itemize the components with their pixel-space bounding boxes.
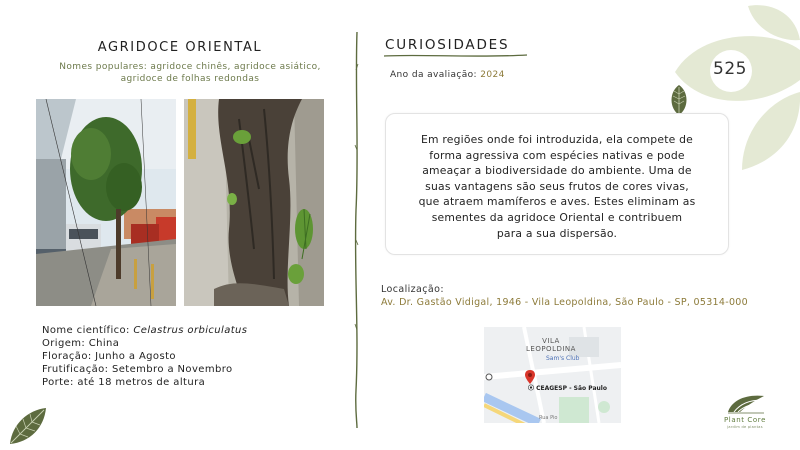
curiosities-card <box>385 113 729 255</box>
curiosity-line: Em regiões onde foi introduzida, ela compete de <box>420 133 694 146</box>
map-street: Rua Pio <box>539 415 558 421</box>
evaluation-year-value: 2024 <box>480 70 505 80</box>
map-poi-main-label: CEAGESP - São Paulo <box>536 385 607 392</box>
small-leaf-icon <box>668 84 690 116</box>
map-poi-club: Sam's Club <box>546 355 580 362</box>
map-district <box>526 337 576 353</box>
evaluation-year <box>390 70 505 80</box>
brand-logo-icon <box>726 392 766 414</box>
map-poi-main: ⦿ CEAGESP - São Paulo <box>528 385 607 392</box>
popular-names <box>40 61 340 85</box>
curiosities-text <box>396 132 718 241</box>
brand-name: Plant Core <box>723 416 767 424</box>
title-underline <box>383 53 528 59</box>
photo-tree-trunk <box>184 99 324 306</box>
plant-number-badge: 525 <box>713 59 747 79</box>
photo-street-tree <box>36 99 176 306</box>
curiosity-line: suas vantagens são seus frutos de cores vivas, <box>425 179 689 193</box>
plant-title: AGRIDOCE ORIENTAL <box>97 40 263 55</box>
popular-names-line-2: agridoce de folhas redondas <box>120 74 260 84</box>
location-address: Av. Dr. Gastão Vidigal, 1946 - Vila Leopoldina, São Paulo - SP, 05314-000 <box>381 297 748 308</box>
plant-details <box>42 324 247 389</box>
scientific-name-row <box>42 324 247 337</box>
origin-row: Origem: China <box>42 338 120 349</box>
map-district-line-2: LEOPOLDINA <box>526 345 576 353</box>
corner-leaf-icon <box>6 406 48 446</box>
scientific-name-label: Nome científico: <box>42 325 130 336</box>
map-pin-icon <box>525 370 535 384</box>
curiosity-line: que atraem mamíferos e aves. Estes eliminam as <box>418 195 696 209</box>
location-label: Localização: <box>381 284 444 295</box>
curiosity-line: para a sua dispersão. <box>496 226 618 240</box>
flowering-row: Floração: Junho a Agosto <box>42 351 176 362</box>
scientific-name-value: Celastrus orbiculatus <box>133 325 248 336</box>
curiosity-line: sementes da agridoce Oriental e contribuem <box>431 210 683 224</box>
evaluation-year-label: Ano da avaliação: <box>390 70 477 80</box>
fruiting-row: Frutificação: Setembro a Novembro <box>42 364 233 375</box>
curiosity-line: ameaçar a biodiversidade do ambiente. Uma de <box>422 164 692 178</box>
location-map[interactable] <box>484 327 621 423</box>
vertical-divider <box>350 30 364 430</box>
popular-names-line-1: Nomes populares: agridoce chinês, agridoce asiático, <box>59 62 321 72</box>
curiosities-title: CURIOSIDADES <box>385 37 510 53</box>
leaf-bottom-shape <box>742 92 800 170</box>
curiosity-line: forma agressiva com espécies nativas e pode <box>429 148 685 162</box>
brand-tagline: jardim de plantas <box>727 425 763 429</box>
map-district-line-1: VILA <box>542 337 560 345</box>
leaf-top-shape <box>748 5 800 40</box>
size-row: Porte: até 18 metros de altura <box>42 377 206 388</box>
